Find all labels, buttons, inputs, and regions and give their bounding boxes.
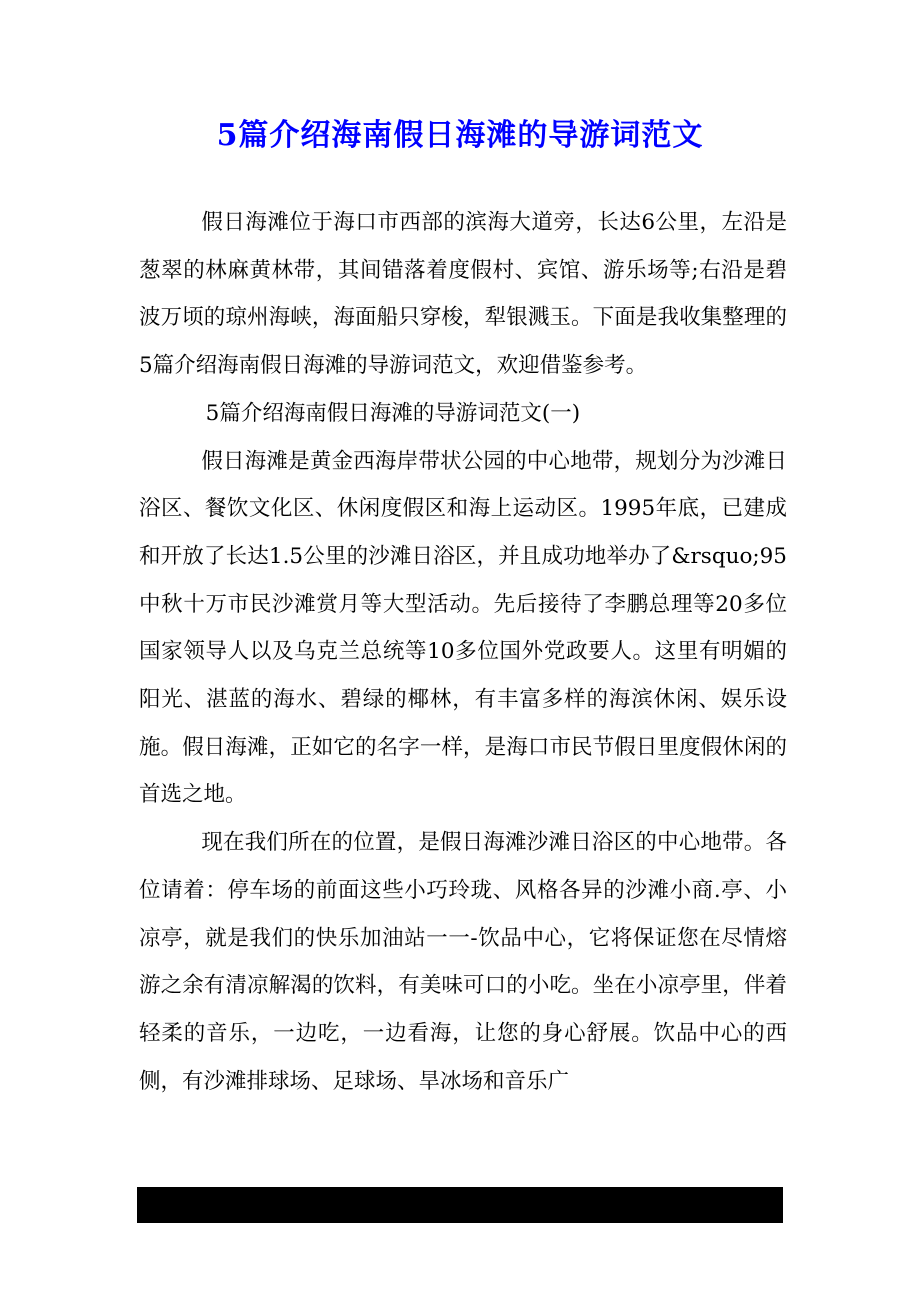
body-paragraph: 现在我们所在的位置，是假日海滩沙滩日浴区的中心地带。各位请着：停车场的前面这些小巧玲珑、风格各异的沙滩小商.亭、小凉亭，就是我们的快乐加油站一一-饮品中心，它将保证您在尽情熔游之余有清凉解渴的饮料，有美味可口的小吃。坐在小凉亭里，伴着轻柔的音乐，一边吃，一边看海，让您的身心舒展。饮品中心的西侧，有沙滩排球场、足球场、旱冰场和音乐广 (139, 830, 787, 1094)
document-body (139, 199, 787, 1105)
document-title: 5篇介绍海南假日海滩的导游词范文 (216, 118, 704, 153)
page-number-label: 第 1 页 / 总页数 7 页 (371, 1222, 560, 1241)
page-footer (137, 1187, 783, 1241)
body-paragraph: 假日海滩是黄金西海岸带状公园的中心地带，规划分为沙滩日浴区、餐饮文化区、休闲度假区和海上运动区。1995年底，已建成和开放了长达1.5公里的沙滩日浴区，并且成功地举办了&rsquo;95中秋十万市民沙滩赏月等大型活动。先后接待了李鹏总理等20多位国家领导人以及乌克兰总统等10多位国外党政要人。这里有明媚的阳光、湛蓝的海水、碧绿的椰林，有丰富多样的海滨休闲、娱乐设施。假日海滩，正如它的名字一样，是海口市民节假日里度假休闲的首选之地。 (139, 448, 787, 808)
intro-paragraph: 假日海滩位于海口市西部的滨海大道旁，长达6公里，左沿是葱翠的林麻黄林带，其间错落着度假村、宾馆、游乐场等;右沿是碧波万顷的琼州海峡，海面船只穿梭，犁银溅玉。下面是我收集整理的5篇介绍海南假日海滩的导游词范文，欢迎借鉴参考。 (139, 210, 787, 379)
section-heading: 5篇介绍海南假日海滩的导游词范文(一) (205, 400, 581, 426)
